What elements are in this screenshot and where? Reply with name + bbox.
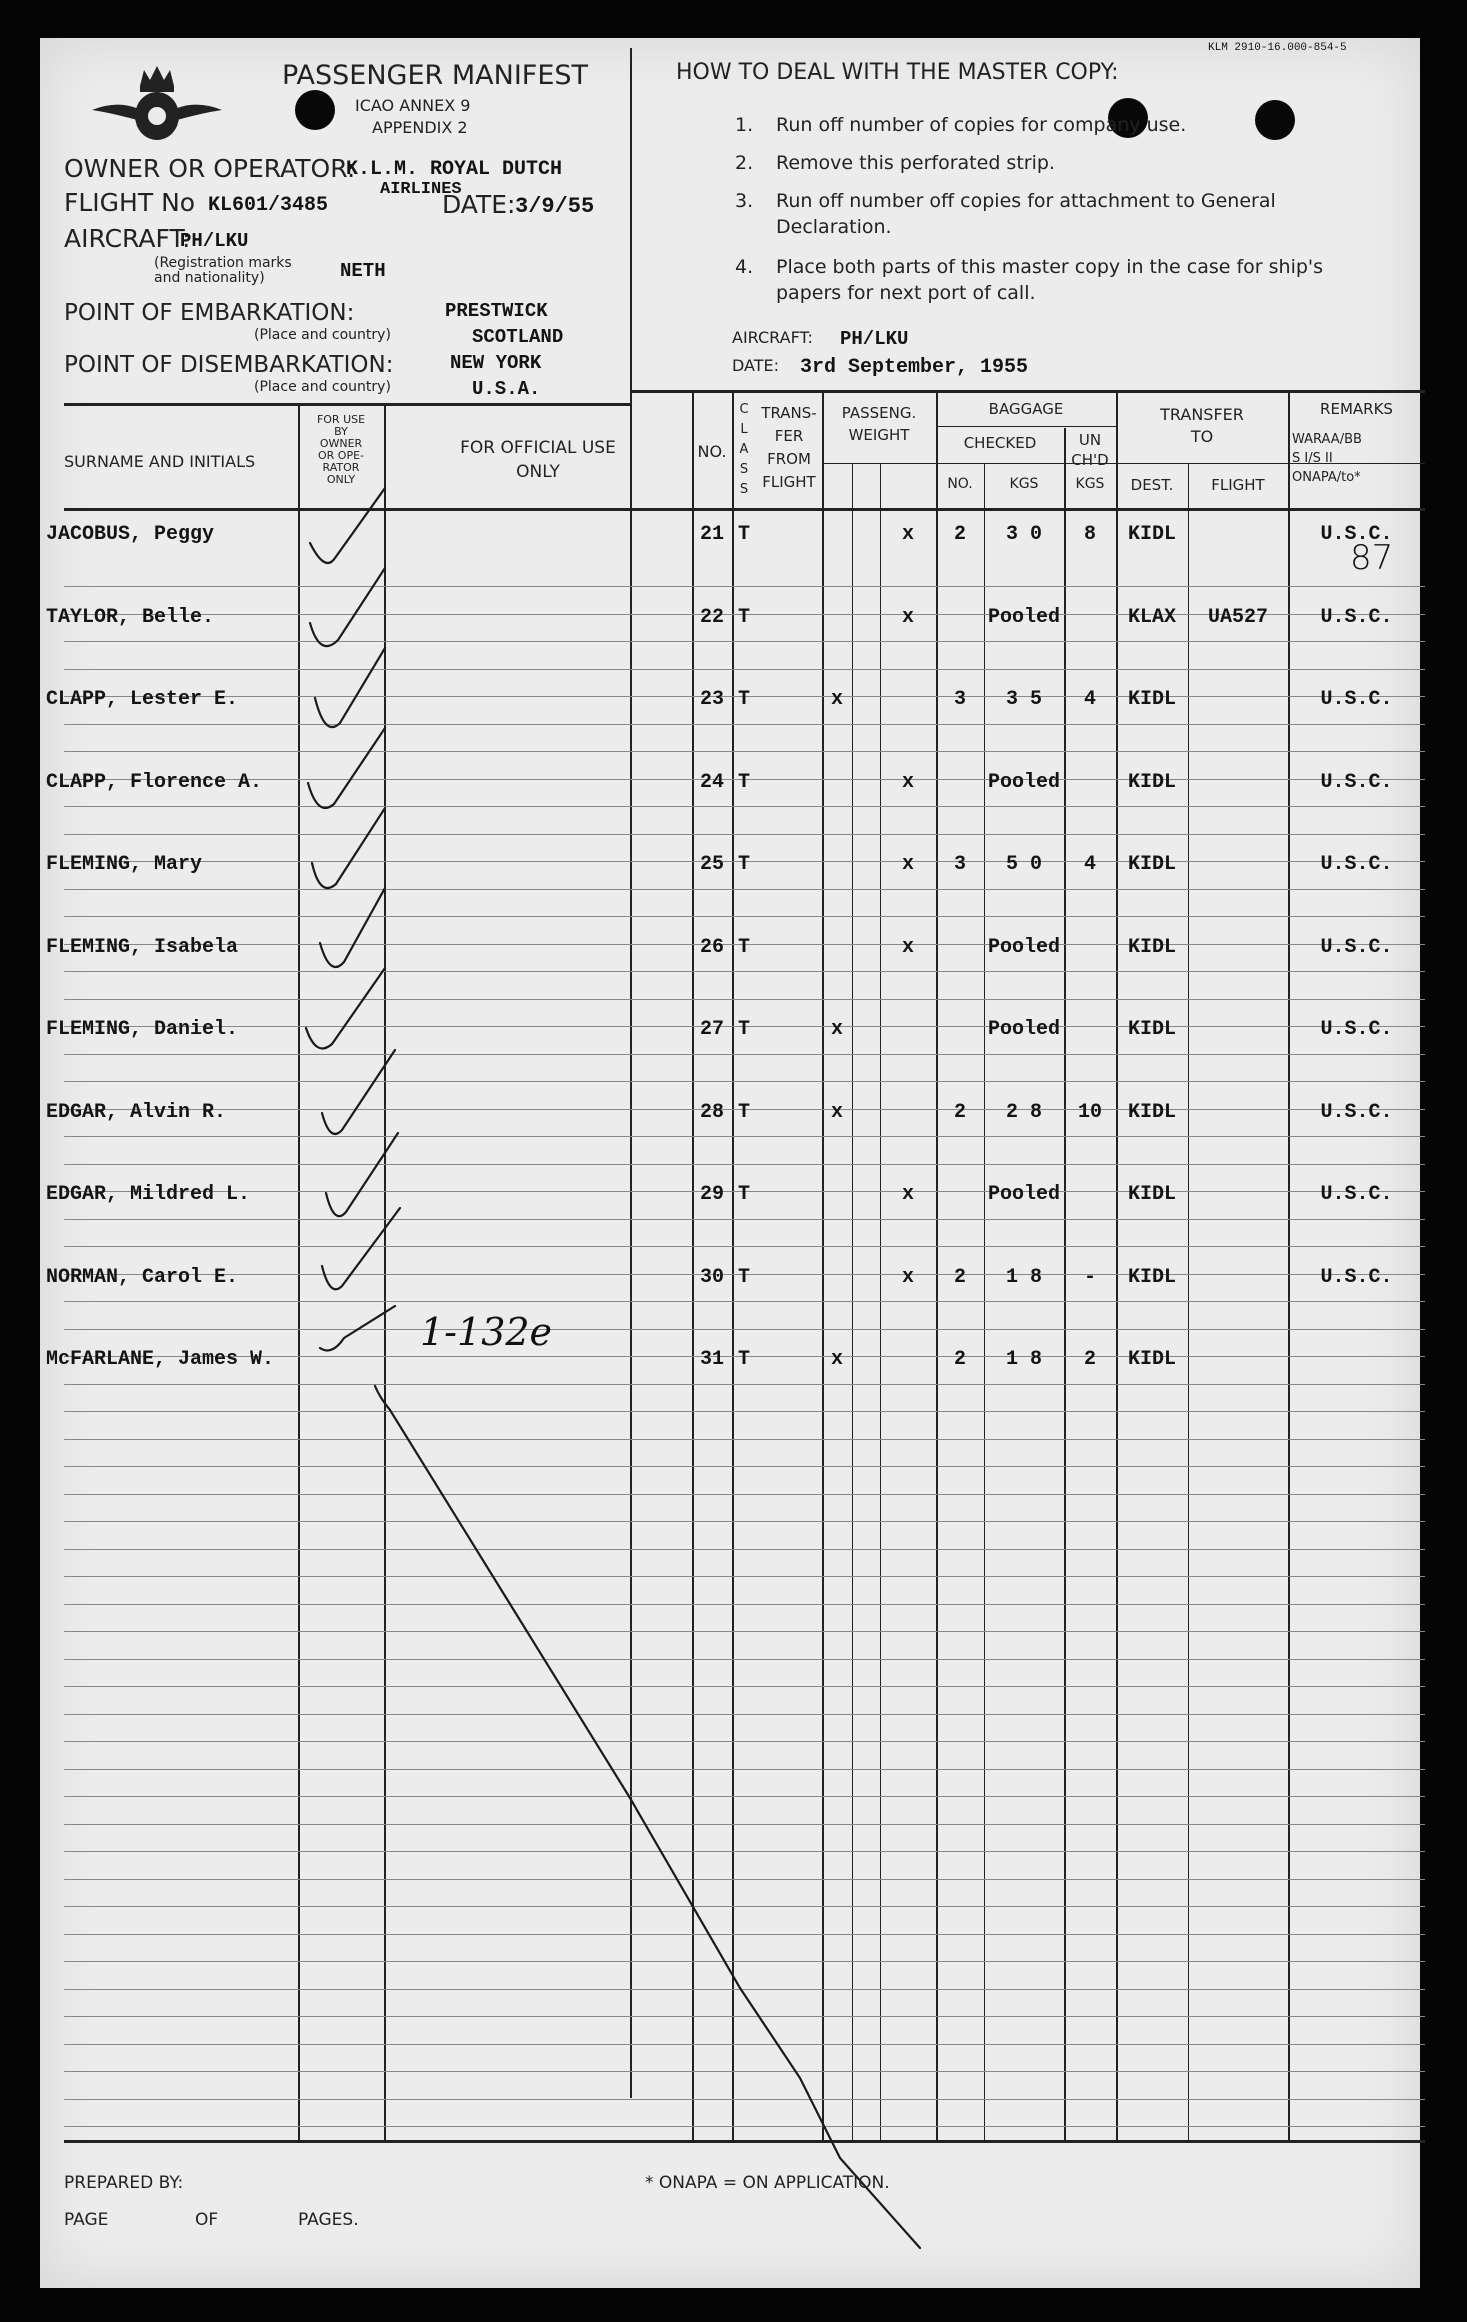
weight-mark-b: x <box>901 935 914 959</box>
onapa-note: * ONAPA = ON APPLICATION. <box>645 2173 890 2193</box>
baggage-kgs: 5 0 <box>1005 853 1042 876</box>
baggage-kgs: Pooled <box>987 1018 1060 1041</box>
travel-class: T <box>737 1018 750 1041</box>
transfer-destination: KIDL <box>1127 935 1176 959</box>
baggage-kgs: Pooled <box>987 935 1060 959</box>
weight-mark-a: x <box>830 1100 843 1124</box>
instruction-3-text-2: Declaration. <box>776 216 892 238</box>
owner-value: K.L.M. ROYAL DUTCH <box>346 158 563 181</box>
col-unchd: UN CH'D <box>1071 431 1109 469</box>
instruction-4-text-2: papers for next port of call. <box>776 282 1036 304</box>
date-label: DATE: <box>442 190 516 219</box>
passenger-name: TAYLOR, Belle. <box>46 605 215 629</box>
seat-number: 21 <box>699 523 724 546</box>
instructions-title: HOW TO DEAL WITH THE MASTER COPY: <box>676 60 1119 85</box>
col-surname: SURNAME AND INITIALS <box>64 452 256 471</box>
col-transfer-from: TRANS- FER FROM FLIGHT <box>761 404 817 491</box>
embarkation-country: SCOTLAND <box>472 326 564 348</box>
col-baggage: BAGGAGE <box>988 400 1064 418</box>
instr-date-value: 3rd September, 1955 <box>800 356 1029 379</box>
handwritten-marks <box>40 38 1420 2288</box>
registration-note: (Registration marks and nationality) <box>154 255 292 286</box>
remarks-value: U.S.C. <box>1320 1265 1393 1289</box>
disembarkation-value: NEW YORK <box>450 352 542 374</box>
flight-value: KL601/3485 <box>208 194 329 217</box>
weight-mark-b: x <box>901 523 914 546</box>
col-unchd-kgs: KGS <box>1075 476 1105 492</box>
flight-label: FLIGHT No <box>64 188 196 217</box>
passenger-name: FLEMING, Isabela <box>46 935 239 959</box>
weight-mark-b: x <box>901 605 914 629</box>
transfer-destination: KIDL <box>1127 770 1176 794</box>
baggage-kgs: 1 8 <box>1005 1265 1042 1289</box>
unchecked-kgs: 4 <box>1083 688 1096 711</box>
instruction-4-num: 4. <box>735 256 754 278</box>
weight-mark-a: x <box>830 688 843 711</box>
instruction-4-text: Place both parts of this master copy in the case for ship's <box>776 256 1324 278</box>
col-flight: FLIGHT <box>1211 476 1265 494</box>
seat-number: 27 <box>699 1018 724 1041</box>
instr-date-label: DATE: <box>732 356 780 375</box>
seat-number: 25 <box>699 853 724 876</box>
travel-class: T <box>737 605 750 629</box>
embarkation-note: (Place and country) <box>254 327 391 343</box>
travel-class: T <box>737 1183 750 1206</box>
form-code: KLM 2910-16.000-854-5 <box>1208 42 1347 54</box>
baggage-kgs: 3 0 <box>1005 523 1042 546</box>
instruction-1-text: Run off number of copies for company use. <box>776 114 1187 136</box>
pages-label: PAGES. <box>298 2210 359 2230</box>
instruction-1-num: 1. <box>735 114 754 136</box>
transfer-flight: UA527 <box>1207 605 1268 629</box>
passenger-name: EDGAR, Mildred L. <box>46 1183 251 1206</box>
seat-number: 29 <box>699 1183 724 1206</box>
of-label: OF <box>195 2210 219 2230</box>
disembarkation-note: (Place and country) <box>254 379 391 395</box>
baggage-kgs: 2 8 <box>1005 1100 1042 1124</box>
instruction-3-num: 3. <box>735 190 754 212</box>
passenger-name: JACOBUS, Peggy <box>46 523 215 546</box>
col-bag-no: NO. <box>947 476 973 492</box>
passenger-name: McFARLANE, James W. <box>46 1348 275 1371</box>
seat-number: 30 <box>699 1265 724 1289</box>
seat-number: 26 <box>699 935 724 959</box>
transfer-destination: KIDL <box>1127 1100 1176 1124</box>
col-official: FOR OFFICIAL USE ONLY <box>460 438 616 482</box>
passenger-name: NORMAN, Carol E. <box>46 1265 239 1289</box>
weight-mark-a: x <box>830 1018 843 1041</box>
transfer-destination: KIDL <box>1127 1183 1176 1206</box>
passenger-name: EDGAR, Alvin R. <box>46 1100 227 1124</box>
remarks-value: U.S.C. <box>1320 1018 1393 1041</box>
travel-class: T <box>737 1348 750 1371</box>
passenger-name: FLEMING, Daniel. <box>46 1018 239 1041</box>
seat-number: 22 <box>699 605 724 629</box>
col-no: NO. <box>697 442 727 461</box>
passenger-name: FLEMING, Mary <box>46 853 203 876</box>
col-class: C L A S S <box>739 402 749 497</box>
disembarkation-country: U.S.A. <box>472 378 541 400</box>
travel-class: T <box>737 688 750 711</box>
instruction-3-text: Run off number off copies for attachment to General <box>776 190 1276 212</box>
col-transfer-to: TRANSFER TO <box>1160 405 1244 446</box>
remarks-value: U.S.C. <box>1320 523 1393 546</box>
owner-value-2: AIRLINES <box>380 180 462 199</box>
manifest-subtitle-annex: ICAO ANNEX 9 <box>355 96 471 115</box>
page-label: PAGE <box>64 2210 109 2230</box>
aircraft-label: AIRCRAFT: <box>64 224 191 253</box>
seat-number: 23 <box>699 688 724 711</box>
instr-aircraft-value: PH/LKU <box>840 328 909 350</box>
transfer-destination: KIDL <box>1127 853 1176 876</box>
baggage-count: 2 <box>953 1265 966 1289</box>
transfer-destination: KLAX <box>1127 605 1176 629</box>
remarks-value: U.S.C. <box>1320 1100 1393 1124</box>
unchecked-kgs: 10 <box>1077 1100 1102 1124</box>
col-remarks-sub: WARAA/BB S I/S II ONAPA/to* <box>1292 432 1362 485</box>
col-weight: PASSENG. WEIGHT <box>841 404 917 444</box>
owner-label: OWNER OR OPERATOR: <box>64 154 356 183</box>
travel-class: T <box>737 770 750 794</box>
instr-aircraft-label: AIRCRAFT: <box>732 328 813 347</box>
instruction-2-num: 2. <box>735 152 754 174</box>
col-kgs: KGS <box>1009 476 1039 492</box>
transfer-destination: KIDL <box>1127 688 1176 711</box>
col-owner-use: FOR USE BY OWNER OR OPE- RATOR ONLY <box>316 413 366 486</box>
baggage-count: 2 <box>953 523 966 546</box>
baggage-count: 2 <box>953 1100 966 1124</box>
travel-class: T <box>737 1100 750 1124</box>
manifest-subtitle-appendix: APPENDIX 2 <box>372 118 468 137</box>
passenger-name: CLAPP, Lester E. <box>46 688 239 711</box>
disembarkation-label: POINT OF DISEMBARKATION: <box>64 352 394 378</box>
seat-number: 24 <box>699 770 724 794</box>
weight-mark-a: x <box>830 1348 843 1371</box>
transfer-destination: KIDL <box>1127 1265 1176 1289</box>
remarks-value: U.S.C. <box>1320 853 1393 876</box>
transfer-destination: KIDL <box>1127 1348 1176 1371</box>
transfer-destination: KIDL <box>1127 523 1176 546</box>
travel-class: T <box>737 853 750 876</box>
col-remarks: REMARKS <box>1320 400 1393 418</box>
baggage-count: 3 <box>953 853 966 876</box>
remarks-value: U.S.C. <box>1320 1183 1393 1206</box>
page-number-annotation: 87 <box>1350 538 1394 578</box>
weight-mark-b: x <box>901 853 914 876</box>
date-value: 3/9/55 <box>515 194 595 219</box>
seat-number: 28 <box>699 1100 724 1124</box>
unchecked-kgs: 8 <box>1083 523 1096 546</box>
travel-class: T <box>737 1265 750 1289</box>
baggage-kgs: Pooled <box>987 605 1060 629</box>
baggage-count: 2 <box>953 1348 966 1371</box>
manifest-sheet <box>40 38 1420 2288</box>
instruction-2-text: Remove this perforated strip. <box>776 152 1055 174</box>
weight-mark-b: x <box>901 1183 914 1206</box>
passenger-name: CLAPP, Florence A. <box>46 770 263 794</box>
unchecked-kgs: - <box>1083 1265 1096 1289</box>
remarks-value: U.S.C. <box>1320 605 1393 629</box>
baggage-kgs: 1 8 <box>1005 1348 1042 1371</box>
aircraft-value: PH/LKU <box>180 230 249 252</box>
unchecked-kgs: 2 <box>1083 1348 1096 1371</box>
transfer-destination: KIDL <box>1127 1018 1176 1041</box>
manifest-title: PASSENGER MANIFEST <box>282 60 589 91</box>
weight-mark-b: x <box>901 1265 914 1289</box>
baggage-kgs: Pooled <box>987 770 1060 794</box>
baggage-kgs: 3 5 <box>1005 688 1042 711</box>
col-checked: CHECKED <box>963 434 1037 452</box>
weight-mark-b: x <box>901 770 914 794</box>
official-note-annotation: 1-132e <box>420 1310 553 1354</box>
baggage-kgs: Pooled <box>987 1183 1060 1206</box>
travel-class: T <box>737 523 750 546</box>
embarkation-label: POINT OF EMBARKATION: <box>64 300 355 326</box>
remarks-value: U.S.C. <box>1320 688 1393 711</box>
baggage-count: 3 <box>953 688 966 711</box>
remarks-value: U.S.C. <box>1320 935 1393 959</box>
embarkation-value: PRESTWICK <box>445 300 548 322</box>
travel-class: T <box>737 935 750 959</box>
unchecked-kgs: 4 <box>1083 853 1096 876</box>
nationality-value: NETH <box>340 260 386 282</box>
col-dest: DEST. <box>1130 476 1174 494</box>
seat-number: 31 <box>699 1348 724 1371</box>
prepared-by-label: PREPARED BY: <box>64 2173 184 2193</box>
remarks-value: U.S.C. <box>1320 770 1393 794</box>
